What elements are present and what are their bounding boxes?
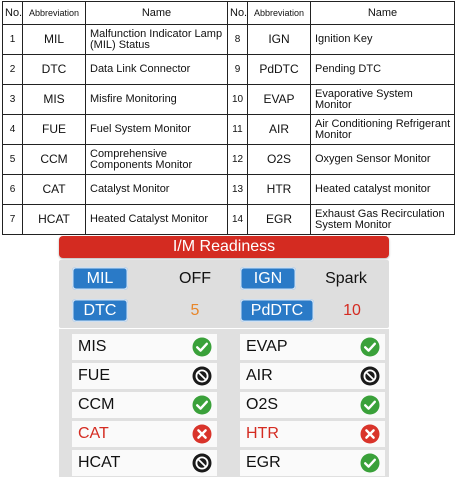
monitor-row: [240, 363, 385, 389]
not-supported-icon: [192, 453, 212, 473]
table-row: [3, 25, 455, 55]
cell-name: Pending DTC: [311, 55, 455, 85]
cell-no: 6: [3, 175, 23, 205]
monitor-row: [240, 450, 385, 476]
cell-name: Heated catalyst monitor: [311, 175, 455, 205]
table-row: [3, 55, 455, 85]
monitor-row: [240, 421, 385, 447]
table-header-row: [3, 2, 455, 25]
cell-abbreviation: IGN: [248, 25, 311, 55]
monitor-label: AIR: [246, 367, 273, 384]
cell-abbreviation: PdDTC: [248, 55, 311, 85]
cell-abbreviation: HCAT: [23, 205, 86, 235]
mil-value: OFF: [179, 270, 211, 287]
cell-abbreviation: CAT: [23, 175, 86, 205]
abbreviation-table: [2, 1, 455, 235]
cell-no: 2: [3, 55, 23, 85]
cell-abbreviation: FUE: [23, 115, 86, 145]
cell-no: 14: [228, 205, 248, 235]
pddtc-value: 10: [343, 302, 361, 319]
monitor-label: HCAT: [78, 454, 121, 471]
monitor-label: EVAP: [246, 338, 288, 355]
monitor-row: [72, 334, 217, 360]
cell-name: Malfunction Indicator Lamp (MIL) Status: [86, 25, 228, 55]
check-circle-icon: [360, 453, 380, 473]
pddtc-label: PdDTC: [240, 299, 314, 322]
cell-name: Heated Catalyst Monitor: [86, 205, 228, 235]
monitor-label: MIS: [78, 338, 107, 355]
header-name: Name: [86, 2, 228, 25]
header-abbreviation: Abbreviation: [23, 2, 86, 25]
header-name: Name: [311, 2, 455, 25]
table-row: [3, 205, 455, 235]
cell-no: 5: [3, 145, 23, 175]
cell-no: 4: [3, 115, 23, 145]
monitor-label: FUE: [78, 367, 110, 384]
check-circle-icon: [192, 337, 212, 357]
cell-name: Comprehensive Components Monitor: [86, 145, 228, 175]
cell-no: 1: [3, 25, 23, 55]
cell-name: Fuel System Monitor: [86, 115, 228, 145]
ign-label: IGN: [240, 267, 296, 290]
cell-no: 3: [3, 85, 23, 115]
not-supported-icon: [360, 366, 380, 386]
im-readiness-title: I/M Readiness: [59, 236, 389, 258]
cell-abbreviation: MIL: [23, 25, 86, 55]
monitor-label: CAT: [78, 425, 109, 442]
cell-abbreviation: O2S: [248, 145, 311, 175]
monitor-row: [72, 421, 217, 447]
x-circle-icon: [360, 424, 380, 444]
table-row: [3, 85, 455, 115]
cell-no: 12: [228, 145, 248, 175]
monitor-label: EGR: [246, 454, 281, 471]
table-row: [3, 115, 455, 145]
check-circle-icon: [360, 395, 380, 415]
cell-no: 8: [228, 25, 248, 55]
header-abbreviation: Abbreviation: [248, 2, 311, 25]
cell-abbreviation: MIS: [23, 85, 86, 115]
monitor-row: [72, 392, 217, 418]
table-row: [3, 175, 455, 205]
cell-no: 9: [228, 55, 248, 85]
monitor-label: O2S: [246, 396, 279, 413]
cell-name: Evaporative System Monitor: [311, 85, 455, 115]
cell-name: Catalyst Monitor: [86, 175, 228, 205]
ign-value: Spark: [325, 270, 367, 287]
cell-name: Oxygen Sensor Monitor: [311, 145, 455, 175]
header-no: No.: [228, 2, 248, 25]
monitor-label: CCM: [78, 396, 115, 413]
mil-label: MIL: [72, 267, 128, 290]
cell-name: Ignition Key: [311, 25, 455, 55]
monitor-panel: [59, 329, 389, 477]
x-circle-icon: [192, 424, 212, 444]
cell-abbreviation: AIR: [248, 115, 311, 145]
cell-no: 11: [228, 115, 248, 145]
cell-name: Data Link Connector: [86, 55, 228, 85]
monitor-row: [240, 392, 385, 418]
dtc-label: DTC: [72, 299, 128, 322]
monitor-row: [240, 334, 385, 360]
dtc-value: 5: [190, 302, 200, 319]
not-supported-icon: [192, 366, 212, 386]
cell-no: 10: [228, 85, 248, 115]
cell-name: Air Conditioning Refrigerant Monitor: [311, 115, 455, 145]
cell-abbreviation: EGR: [248, 205, 311, 235]
table-row: [3, 145, 455, 175]
cell-name: Misfire Monitoring: [86, 85, 228, 115]
cell-abbreviation: DTC: [23, 55, 86, 85]
cell-no: 13: [228, 175, 248, 205]
header-no: No.: [3, 2, 23, 25]
monitor-row: [72, 450, 217, 476]
cell-abbreviation: EVAP: [248, 85, 311, 115]
cell-abbreviation: CCM: [23, 145, 86, 175]
check-circle-icon: [192, 395, 212, 415]
status-panel: [59, 260, 389, 328]
cell-name: Exhaust Gas Recirculation System Monitor: [311, 205, 455, 235]
cell-no: 7: [3, 205, 23, 235]
monitor-label: HTR: [246, 425, 279, 442]
check-circle-icon: [360, 337, 380, 357]
monitor-row: [72, 363, 217, 389]
cell-abbreviation: HTR: [248, 175, 311, 205]
